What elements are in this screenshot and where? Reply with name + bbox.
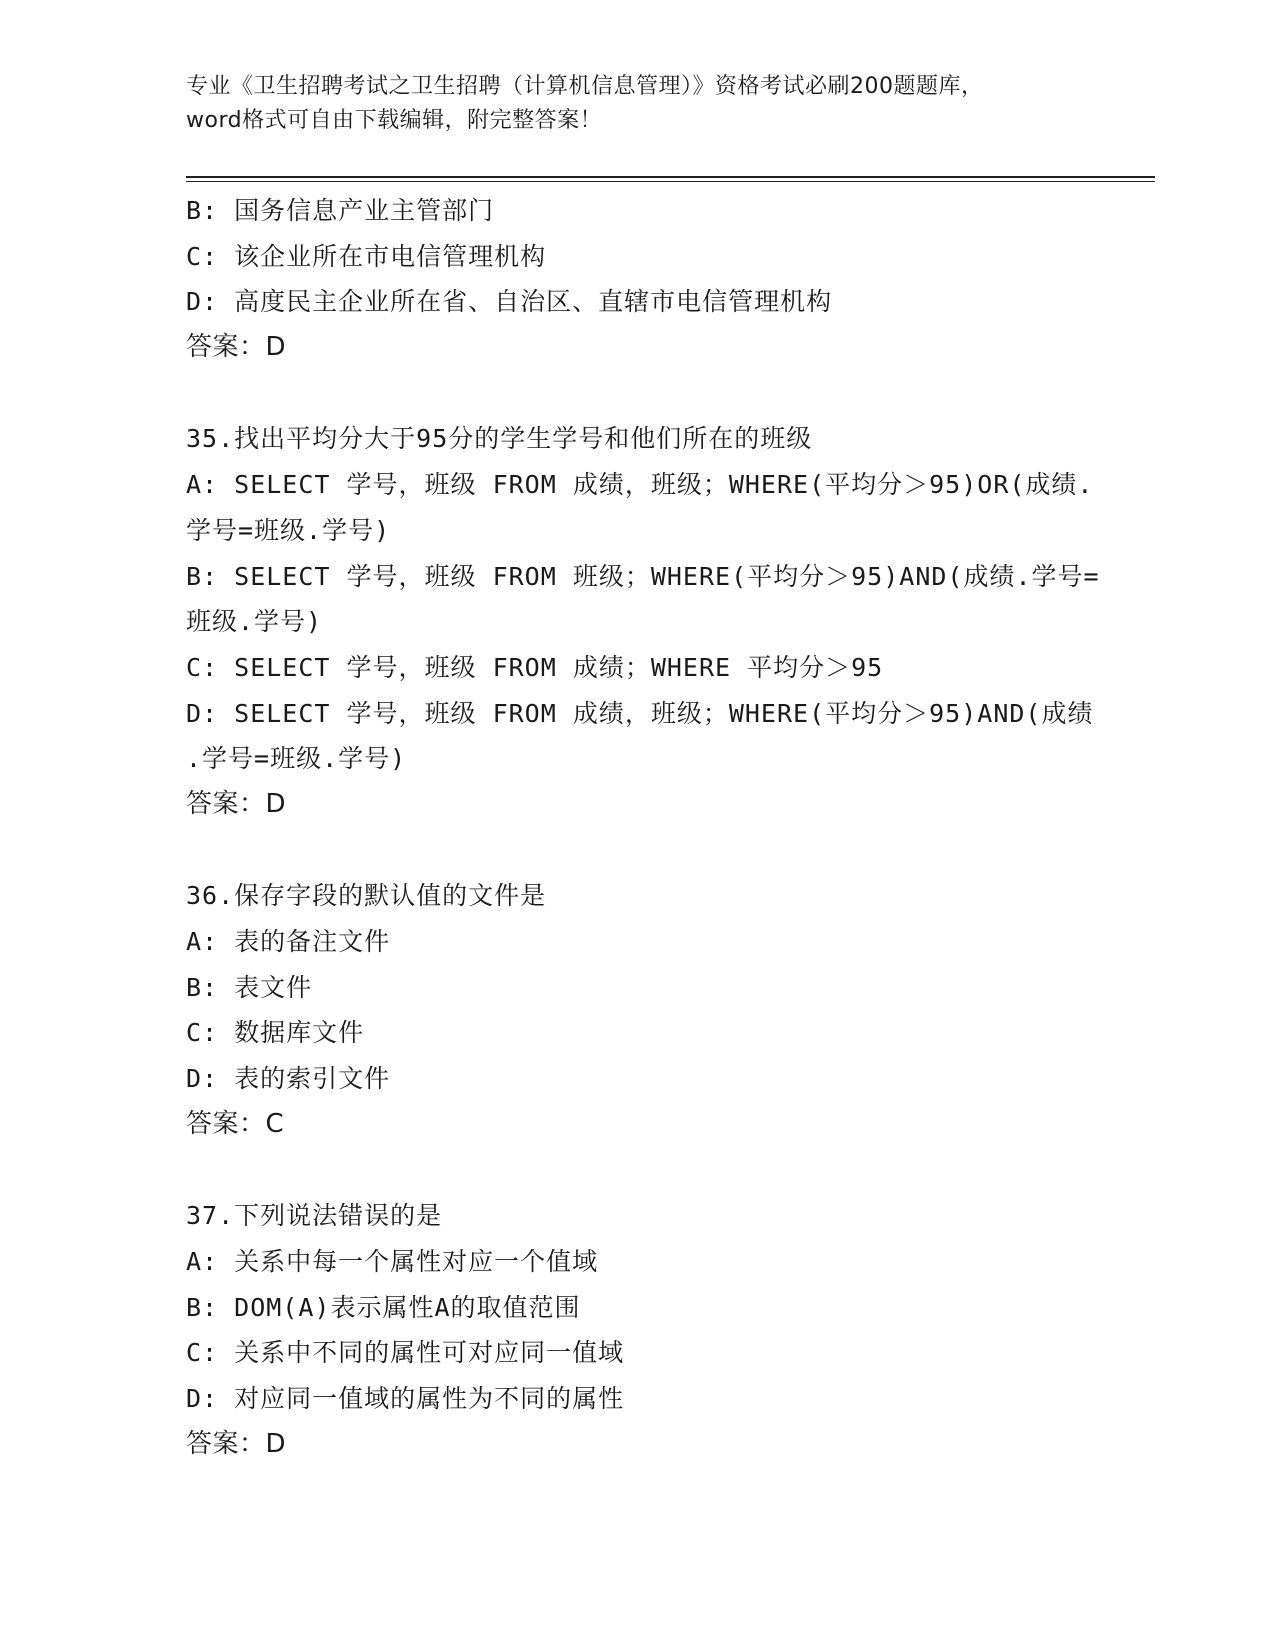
option-c: C: SELECT 学号，班级 FROM 成绩；WHERE 平均分＞95 xyxy=(186,652,884,682)
question-35 xyxy=(186,416,1100,827)
spacer xyxy=(186,1147,1086,1193)
option-c: C: 关系中不同的属性可对应同一值域 xyxy=(186,1338,625,1368)
answer-line: 答案：D xyxy=(186,332,287,363)
question-stem: 35.找出平均分大于95分的学生学号和他们所在的班级 xyxy=(186,424,813,454)
question-stem: 36.保存字段的默认值的文件是 xyxy=(186,881,547,911)
option-b-line-1: B: SELECT 学号，班级 FROM 班级；WHERE(平均分＞95)AND(成绩.学号= xyxy=(186,561,1100,591)
option-d: D: 对应同一值域的属性为不同的属性 xyxy=(186,1383,625,1413)
answer-line: 答案：C xyxy=(186,1108,285,1139)
header-divider-thin xyxy=(186,181,1155,182)
document-header xyxy=(186,70,1086,138)
option-a: A: 关系中每一个属性对应一个值域 xyxy=(186,1246,599,1276)
option-a-line-1: A: SELECT 学号，班级 FROM 成绩，班级；WHERE(平均分＞95)OR(成绩. xyxy=(186,470,1094,500)
question-stem: 37.下列说法错误的是 xyxy=(186,1201,443,1231)
spacer xyxy=(186,371,1086,417)
option-c: C: 该企业所在市电信管理机构 xyxy=(186,241,547,271)
option-c: C: 数据库文件 xyxy=(186,1018,365,1048)
option-b: B: 国务信息产业主管部门 xyxy=(186,196,495,225)
option-a-line-2: 学号=班级.学号) xyxy=(186,515,391,545)
spacer xyxy=(186,828,1086,874)
header-title-line-1: 专业《卫生招聘考试之卫生招聘（计算机信息管理）》资格考试必刷200题题库， xyxy=(186,74,984,99)
question-37 xyxy=(186,1193,1086,1467)
option-b: B: 表文件 xyxy=(186,972,313,1002)
option-d-line-2: .学号=班级.学号) xyxy=(186,744,407,774)
header-title-line-2: word格式可自由下载编辑，附完整答案！ xyxy=(186,108,603,133)
option-b: B: DOM(A)表示属性A的取值范围 xyxy=(186,1292,581,1322)
option-d-line-1: D: SELECT 学号，班级 FROM 成绩，班级；WHERE(平均分＞95)AND(成绩 xyxy=(186,698,1094,728)
answer-line: 答案：D xyxy=(186,788,287,819)
option-d: D: 表的索引文件 xyxy=(186,1064,391,1094)
question-36 xyxy=(186,873,1086,1147)
question-list xyxy=(186,188,1100,1467)
answer-line: 答案：D xyxy=(186,1428,287,1459)
header-divider-thick xyxy=(186,176,1155,178)
option-a: A: 表的备注文件 xyxy=(186,927,391,956)
option-d: D: 高度民主企业所在省、自治区、直辖市电信管理机构 xyxy=(186,287,833,317)
question-34 xyxy=(186,188,1086,371)
option-b-line-2: 班级.学号) xyxy=(186,607,323,637)
